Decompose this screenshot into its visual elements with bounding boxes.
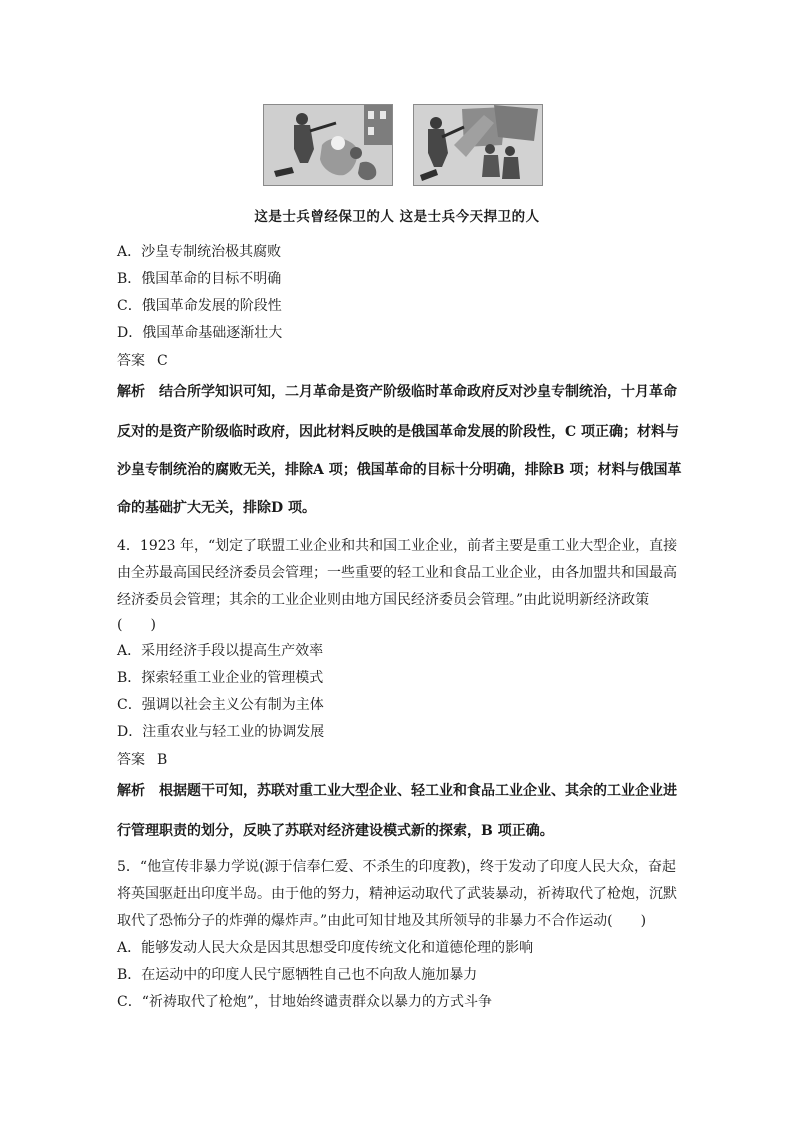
poster-image-left	[263, 104, 393, 186]
figure-caption: 这是士兵曾经保卫的人 这是士兵今天捍卫的人	[254, 209, 540, 225]
q5-option-b: B．在运动中的印度人民宁愿牺牲自己也不向敌人施加暴力	[117, 967, 478, 983]
q4-option-d: D．注重农业与轻工业的协调发展	[117, 724, 325, 740]
poster-image-right	[413, 104, 543, 186]
q3-option-a: A．沙皇专制统治极其腐败	[117, 244, 282, 260]
q5-stem-line-1: 5．“他宣传非暴力学说(源于信奉仁爱、不杀生的印度教)，终于发动了印度人民大众，奋起	[117, 859, 676, 875]
q5-option-a: A．能够发动人民大众是因其思想受印度传统文化和道德伦理的影响	[117, 940, 534, 956]
q4-answer-row	[117, 749, 167, 769]
q5-option-c: C．“祈祷取代了枪炮”，甘地始终谴责群众以暴力的方式斗争	[117, 994, 493, 1010]
q4-stem-line-1: 4．1923 年，“划定了联盟工业企业和共和国工业企业，前者主要是重工业大型企业，直接	[117, 538, 678, 554]
q3-analysis-line-2: 反对的是资产阶级临时政府，因此材料反映的是俄国革命发展的阶段性，C 项正确；材料与	[117, 424, 680, 440]
q3-option-b: B．俄国革命的目标不明确	[117, 271, 282, 287]
q3-analysis-line-3: 沙皇专制统治的腐败无关，排除A 项；俄国革命的目标十分明确，排除B 项；材料与俄国革	[117, 462, 682, 478]
q3-answer-value: C	[157, 353, 168, 369]
q4-analysis-line-1	[117, 780, 677, 800]
q4-stem-line-4: ( )	[117, 617, 156, 633]
q4-analysis-text-1: 根据题干可知，苏联对重工业大型企业、轻工业和食品工业企业、其余的工业企业进	[159, 783, 677, 799]
q4-answer-value: B	[157, 752, 168, 768]
q3-analysis-line-4: 命的基础扩大无关，排除D 项。	[117, 500, 317, 516]
poster-figure	[263, 104, 529, 184]
q4-option-b: B．探索轻重工业企业的管理模式	[117, 670, 324, 686]
q3-analysis-label: 解析	[117, 384, 145, 400]
q3-option-c: C．俄国革命发展的阶段性	[117, 298, 282, 314]
q5-stem-line-3: 取代了恐怖分子的炸弹的爆炸声。”由此可知甘地及其所领导的非暴力不合作运动( )	[117, 913, 647, 929]
q3-answer-label: 答案	[117, 353, 145, 369]
q4-answer-label: 答案	[117, 752, 145, 768]
soldier-poster-illustration-left	[264, 105, 392, 185]
soldier-poster-illustration-right	[414, 105, 542, 185]
q3-option-d: D．俄国革命基础逐渐壮大	[117, 325, 283, 341]
q4-analysis-line-2: 行管理职责的划分，反映了苏联对经济建设模式新的探索，B 项正确。	[117, 823, 554, 839]
q4-option-c: C．强调以社会主义公有制为主体	[117, 697, 324, 713]
q3-analysis-line-1	[117, 381, 677, 401]
q5-stem-line-2: 将英国驱赶出印度半岛。由于他的努力，精神运动取代了武装暴动，祈祷取代了枪炮，沉默	[117, 886, 677, 902]
q4-option-a: A．采用经济手段以提高生产效率	[117, 643, 324, 659]
q3-answer-row	[117, 350, 168, 370]
q3-analysis-text-1: 结合所学知识可知，二月革命是资产阶级临时革命政府反对沙皇专制统治，十月革命	[159, 384, 677, 400]
q4-analysis-label: 解析	[117, 783, 145, 799]
q4-stem-line-2: 由全苏最高国民经济委员会管理；一些重要的轻工业和食品工业企业，由各加盟共和国最高	[117, 565, 677, 581]
q4-stem-line-3: 经济委员会管理；其余的工业企业则由地方国民经济委员会管理。”由此说明新经济政策	[117, 592, 650, 608]
